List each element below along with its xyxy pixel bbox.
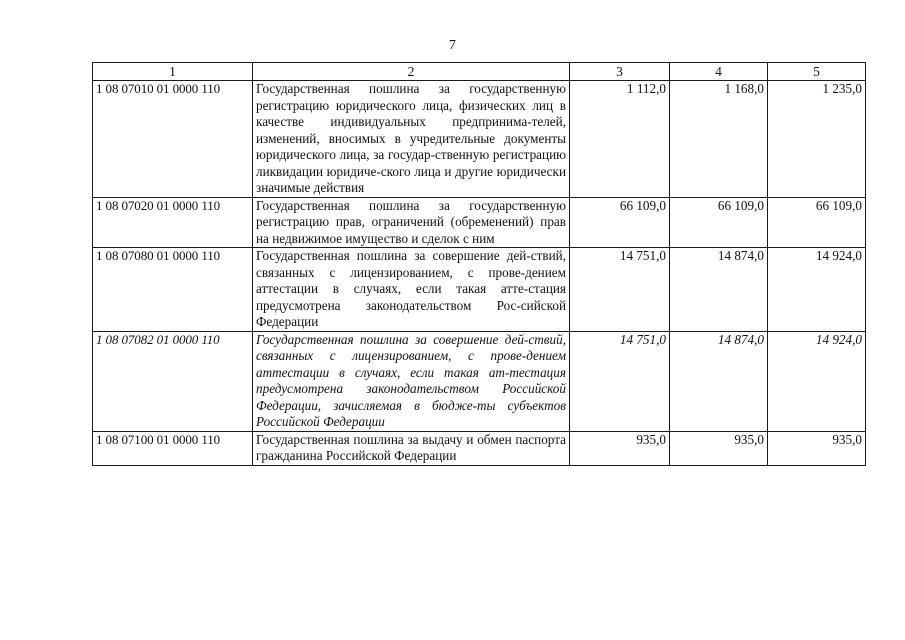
row-description: Государственная пошлина за выдачу и обмен паспорта гражданина Российской Федерации [253, 431, 570, 465]
table-header-row [93, 63, 866, 81]
row-code: 1 08 07020 01 0000 110 [93, 197, 253, 248]
row-value-col-4: 14 874,0 [670, 331, 768, 431]
header-col-3: 3 [570, 63, 670, 81]
row-code: 1 08 07010 01 0000 110 [93, 81, 253, 198]
row-value-col-4: 935,0 [670, 431, 768, 465]
header-col-2: 2 [253, 63, 570, 81]
table-row [93, 248, 866, 332]
row-code: 1 08 07100 01 0000 110 [93, 431, 253, 465]
row-description: Государственная пошлина за государственную регистрацию юридического лица, физических лиц в качестве индивидуальных предпринима-телей, изменений, вносимых в учредительные документы юридического лица, за государ-ственную регистрацию ликвидации юридиче-ского лица и другие юридически значимые действия [253, 81, 570, 198]
header-col-1: 1 [93, 63, 253, 81]
row-value-col-5: 14 924,0 [768, 331, 866, 431]
row-code: 1 08 07080 01 0000 110 [93, 248, 253, 332]
row-value-col-4: 1 168,0 [670, 81, 768, 198]
table-row [93, 431, 866, 465]
row-description: Государственная пошлина за совершение дей-ствий, связанных с лицензированием, с прове-дением аттестации в случаях, если такая атте-стация предусмотрена законодательством Рос-сийской Федерации [253, 248, 570, 332]
row-code: 1 08 07082 01 0000 110 [93, 331, 253, 431]
revenue-table [92, 62, 866, 466]
row-value-col-3: 14 751,0 [570, 331, 670, 431]
row-value-col-3: 14 751,0 [570, 248, 670, 332]
table-row [93, 331, 866, 431]
row-value-col-3: 66 109,0 [570, 197, 670, 248]
row-value-col-5: 66 109,0 [768, 197, 866, 248]
row-value-col-5: 1 235,0 [768, 81, 866, 198]
row-description: Государственная пошлина за совершение дей-ствий, связанных с лицензированием, с прове-дением аттестации в случаях, если такая ат-тестация предусмотрена законодательством Российской Федерации, зачисляемая в бюдже-ты субъектов Российской Федерации [253, 331, 570, 431]
row-value-col-3: 935,0 [570, 431, 670, 465]
table-row [93, 81, 866, 198]
row-value-col-4: 66 109,0 [670, 197, 768, 248]
row-value-col-5: 14 924,0 [768, 248, 866, 332]
row-value-col-5: 935,0 [768, 431, 866, 465]
header-col-5: 5 [768, 63, 866, 81]
page-number: 7 [448, 38, 457, 53]
row-value-col-4: 14 874,0 [670, 248, 768, 332]
row-value-col-3: 1 112,0 [570, 81, 670, 198]
row-description: Государственная пошлина за государственную регистрацию прав, ограничений (обременений) прав на недвижимое имущество и сделок с ним [253, 197, 570, 248]
header-col-4: 4 [670, 63, 768, 81]
table-row [93, 197, 866, 248]
